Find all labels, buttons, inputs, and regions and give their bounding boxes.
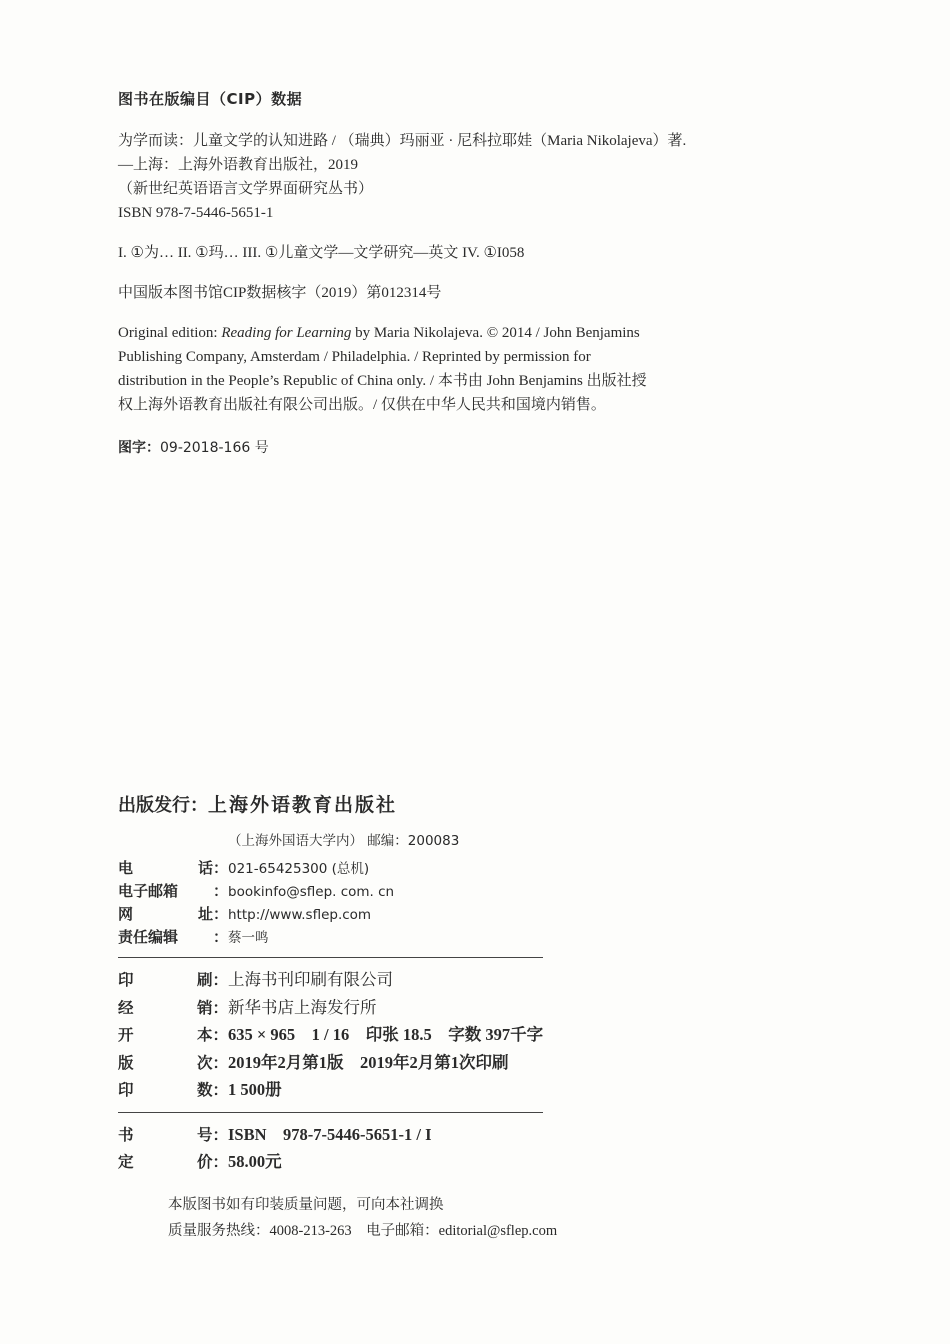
cip-classification: I. ①为… II. ①玛… III. ①儿童文学—文学研究—英文 IV. ①I058	[118, 245, 525, 261]
footer-line-2: 质量服务热线：4008-213-263 电子邮箱：editorial@sflep.com	[168, 1223, 558, 1239]
publisher-address: （上海外国语大学内） 邮编：200083	[228, 833, 460, 849]
print-distributor: 经 销： 新华书店上海发行所	[118, 997, 377, 1017]
price-row: 定 价： 58.00元	[118, 1152, 282, 1171]
divider-2	[118, 1112, 543, 1113]
footer-line-1: 本版图书如有印装质量问题，可向本社调换	[168, 1197, 444, 1213]
cip-number: 中国版本图书馆CIP数据核字（2019）第012314号	[118, 285, 442, 301]
print-run: 印 数： 1 500册	[118, 1080, 282, 1099]
cip-isbn-line: ISBN 978-7-5446-5651-1	[118, 205, 274, 221]
copyright-registration: 图字：09-2018-166 号	[118, 440, 269, 456]
print-printer: 印 刷： 上海书刊印刷有限公司	[118, 970, 393, 989]
cip-heading: 图书在版编目（CIP）数据	[118, 90, 303, 108]
contact-editor: 责任编辑 ： 蔡一鸣	[118, 928, 269, 946]
cip-section	[118, 88, 818, 471]
divider-1	[118, 957, 543, 958]
print-format: 开 本： 635 × 965 1 / 16 印张 18.5 字数 397千字	[118, 1025, 544, 1044]
contact-phone: 电 话： 021-65425300 (总机)	[118, 859, 370, 877]
footer-notice	[168, 1192, 768, 1244]
original-edition-line-4: 权上海外语教育出版社有限公司出版。/ 仅供在中华人民共和国境内销售。	[118, 397, 606, 413]
print-edition: 版 次： 2019年2月第1版 2019年2月第1次印刷	[118, 1052, 509, 1072]
contact-email: 电子邮箱 ： bookinfo@sflep. com. cn	[118, 882, 395, 900]
cip-publisher-line: —上海：上海外语教育出版社，2019	[118, 157, 359, 173]
publisher-heading: 出版发行： 上海外语教育出版社	[118, 790, 818, 817]
publisher-section	[118, 790, 818, 1176]
publisher-name: 上海外语教育出版社	[208, 794, 398, 816]
contact-website: 网 址： http://www.sflep.com	[118, 905, 372, 923]
cip-series-line: （新世纪英语语言文学界面研究丛书）	[118, 181, 374, 197]
cip-title-line: 为学而读：儿童文学的认知进路 / （瑞典）玛丽亚 · 尼科拉耶娃（Maria Nikolajeva）著.	[118, 133, 687, 149]
original-edition-line-1: Original edition: Reading for Learning by Maria Nikolajeva. © 2014 / John Benjamins	[118, 325, 640, 341]
original-title: Reading for Learning	[221, 325, 352, 341]
original-edition-line-3: distribution in the People’s Republic of China only. / 本书由 John Benjamins 出版社授	[118, 373, 647, 389]
isbn-row: 书 号： ISBN 978-7-5446-5651-1 / I	[118, 1124, 432, 1144]
original-edition-line-2: Publishing Company, Amsterdam / Philadelphia. / Reprinted by permission for	[118, 349, 591, 365]
